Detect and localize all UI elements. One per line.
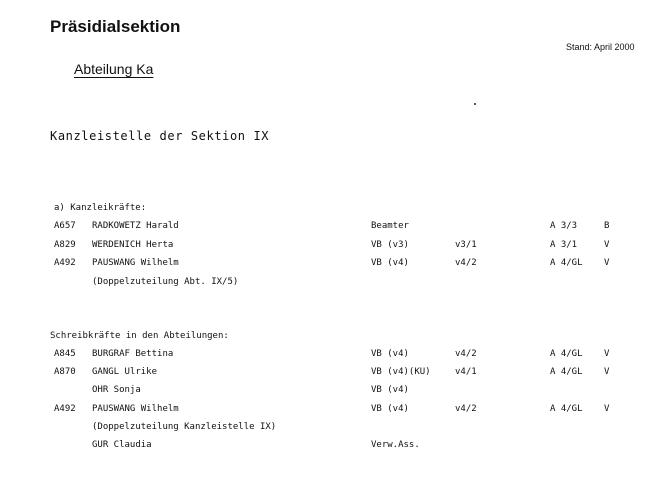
table-row (0, 349, 662, 367)
department-title: Abteilung Ka (74, 61, 154, 77)
table-row (0, 404, 662, 422)
cell-employment: VB (v3) (371, 239, 409, 250)
cell-grade: v3/1 (455, 239, 477, 250)
cell-code: A870 (54, 367, 76, 378)
cell-class: A 4/GL (550, 367, 583, 378)
cell-flag: V (604, 367, 610, 378)
cell-employment: Verw.Ass. (371, 440, 420, 450)
cell-grade: v4/1 (455, 367, 477, 378)
cell-name: (Doppelzuteilung Kanzleistelle IX) (92, 421, 277, 432)
scan-speck (474, 103, 476, 105)
cell-employment: VB (v4)(KU) (371, 367, 431, 378)
cell-code: A657 (54, 221, 76, 231)
cell-employment: VB (v4) (371, 349, 409, 359)
table-row (0, 240, 662, 258)
cell-flag: V (604, 239, 610, 250)
cell-flag: V (604, 403, 610, 414)
cell-code: A845 (54, 349, 76, 359)
section-b-label: Schreibkräfte in den Abteilungen: (50, 331, 229, 341)
cell-grade: v4/2 (455, 403, 477, 414)
cell-class: A 4/GL (550, 349, 583, 359)
cell-name: BURGRAF Bettina (92, 349, 174, 359)
cell-class: A 3/1 (550, 239, 578, 250)
cell-employment: VB (v4) (371, 403, 409, 414)
status-date: Stand: April 2000 (566, 42, 635, 52)
cell-flag: V (604, 258, 610, 268)
cell-name: GANGL Ulrike (92, 367, 158, 378)
cell-name: OHR Sonja (92, 385, 141, 396)
table-row (0, 367, 662, 385)
section-heading: Kanzleistelle der Sektion IX (50, 129, 270, 143)
section-a-label: a) Kanzleikräfte: (54, 203, 147, 213)
cell-name: PAUSWANG Wilhelm (92, 403, 179, 414)
cell-flag: B (604, 221, 610, 231)
table-row (0, 440, 662, 458)
table-row (0, 221, 662, 239)
cell-employment: Beamter (371, 221, 409, 231)
cell-employment: VB (v4) (371, 258, 409, 268)
cell-class: A 4/GL (550, 258, 583, 268)
cell-code: A492 (54, 258, 76, 268)
cell-class: A 3/3 (550, 221, 578, 231)
cell-name: PAUSWANG Wilhelm (92, 258, 179, 268)
cell-name: WERDENICH Herta (92, 239, 174, 250)
cell-name: (Doppelzuteilung Abt. IX/5) (92, 276, 239, 287)
cell-flag: V (604, 349, 610, 359)
cell-employment: VB (v4) (371, 385, 409, 396)
cell-grade: v4/2 (455, 258, 477, 268)
page-title: Präsidialsektion (50, 17, 181, 36)
cell-grade: v4/2 (455, 349, 477, 359)
table-row (0, 385, 662, 403)
table-row (0, 258, 662, 276)
cell-name: GUR Claudia (92, 440, 152, 450)
cell-code: A492 (54, 403, 76, 414)
table-row (0, 277, 662, 295)
cell-code: A829 (54, 239, 76, 250)
cell-name: RADKOWETZ Harald (92, 221, 179, 231)
table-row (0, 422, 662, 440)
cell-class: A 4/GL (550, 403, 583, 414)
